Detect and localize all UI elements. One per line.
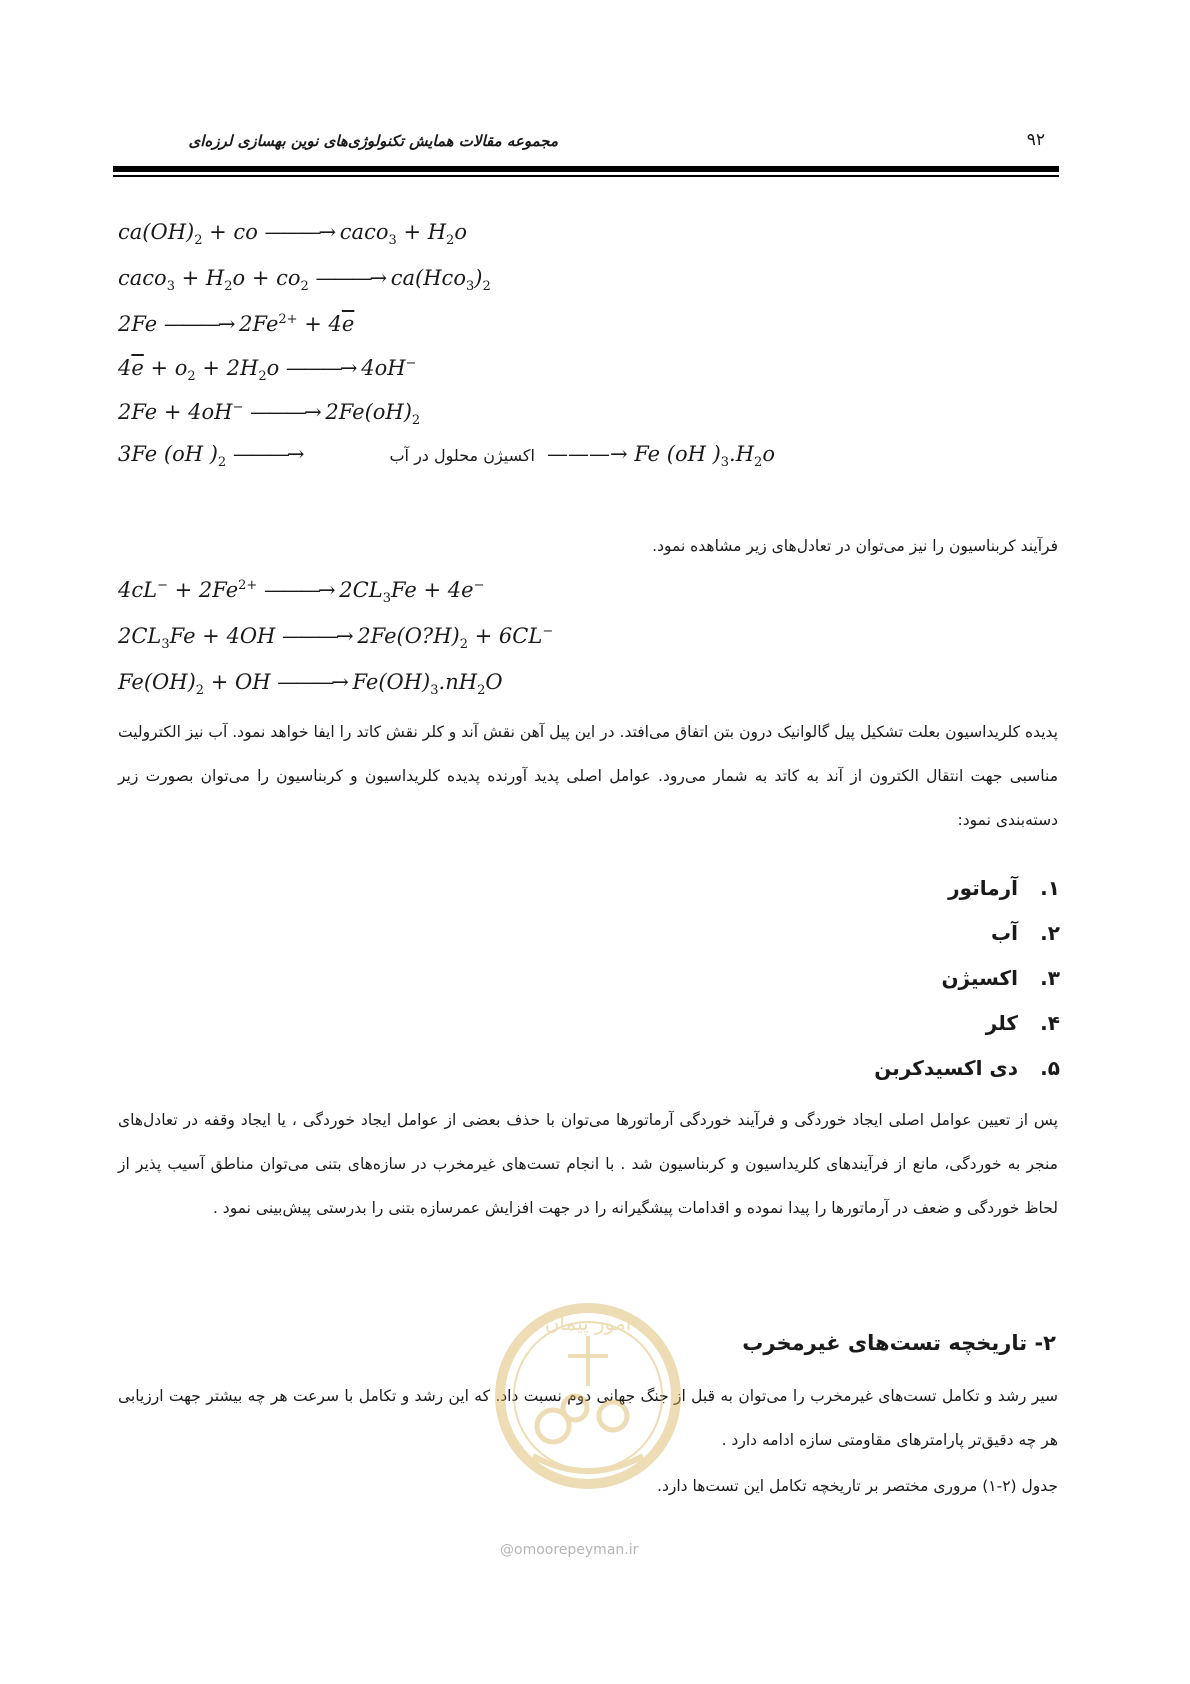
watermark-ring-text: امور پیمان xyxy=(544,1311,632,1335)
header-rule-thick xyxy=(113,166,1059,172)
list-item: ۲.آب xyxy=(991,921,1060,945)
equation-2: caco$_3$ + $H_2o + co_2$ ———→ $ca(Hco_3)_2$ xyxy=(118,266,491,295)
list-item: ۵.دی اکسیدکربن xyxy=(874,1056,1060,1080)
equation-5: 2Fe + 4oH− ———→ $2Fe(oH)_2$ xyxy=(118,400,421,429)
watermark-logo xyxy=(493,1296,683,1506)
section-paragraph-1: سیر رشد و تکامل تست‌های غیرمخرب را می‌توان به قبل از جنگ جهانی دوم نسبت داد. که این رشد و تکامل با سرعت هر چه بیشتر جهت ارزیابی هر چه دقیق‌تر پارامترهای مقاومتی سازه ادامه دارد . xyxy=(118,1387,1058,1449)
list-item: ۴.کلر xyxy=(985,1011,1060,1035)
equation-7: $4cL^- + 2Fe^{2+}$ ———→ $2CL_3Fe + 4e^-$ xyxy=(118,578,485,607)
equation-8: $2CL_3Fe + 4OH$ ———→ $2Fe(O?H)_2 + 6CL^-$ xyxy=(118,624,554,653)
paragraph-chloride: پدیده کلریداسیون بعلت تشکیل پیل گالوانیک درون بتن اتفاق می‌افتد. در این پیل آهن نقش آند و کلر نقش کاتد را ایفا خواهد نمود. آب نیز الکترولیت مناسبی جهت انتقال الکترون از آند به کاتد به شمار می‌رود. عوامل اصلی پدید آورنده پدیده کلریداسیون و کربناسیون را می‌توان بصورت زیر دسته‌بندی نمود: xyxy=(118,723,1058,829)
equation-4: $4\overline{e} + o_2 + 2H_2o$ ———→ 4oH− xyxy=(118,356,417,385)
equation-6-label: اکسیژن محلول در آب xyxy=(389,446,535,465)
header-title: مجموعه مقالات همایش تکنولوژی‌های نوین بهسازی لرزه‌ای xyxy=(188,132,558,150)
page-number: ۹۲ xyxy=(1026,130,1045,150)
list-item: ۱.آرماتور xyxy=(948,876,1060,900)
header-rule-thin xyxy=(113,175,1059,177)
equation-6: 3Fe (oH )$_2$ ———→ اکسیژن محلول در آب ———→ Fe (oH )$_3.H_2o$ xyxy=(118,442,775,471)
equation-3: 2Fe ———→ $2Fe^{2+} + 4\overline{e}$ xyxy=(118,312,355,336)
paragraph-after-list: پس از تعیین عوامل اصلی ایجاد خوردگی و فرآیند خوردگی آرماتورها می‌توان با حذف بعضی از عوامل ایجاد خوردگی ، یا ایجاد وقفه در تعادل‌های منجر به خوردگی، مانع از فرآیندهای کلریداسیون و کربناسیون شد . با انجام تست‌های غیرمخرب در سازه‌های بتنی می‌توان مناطق آسیب پذیر از لحاظ خوردگی و ضعف در آرماتورها را پیدا نموده و اقدامات پیشگیرانه را در جهت افزایش عمرسازه بتنی را بدرستی پیش‌بینی نمود . xyxy=(118,1111,1058,1217)
equation-9: $Fe(OH)_2$ + OH ———→ $Fe(OH)_3.nH_2O$ xyxy=(118,670,503,699)
section-paragraph-2: جدول (۲-۱) مروری مختصر بر تاریخچه تکامل این تست‌ها دارد. xyxy=(657,1477,1058,1495)
paragraph-intro: فرآیند کربناسیون را نیز می‌توان در تعادل‌های زیر مشاهده نمود. xyxy=(652,537,1058,555)
list-item: ۳.اکسیژن xyxy=(941,966,1060,990)
section-heading: ۲- تاریخچه تست‌های غیرمخرب xyxy=(742,1331,1056,1355)
equation-1: $ca(OH)_2$ + co ———→ caco$_3$ + $H_2o$ xyxy=(118,220,467,249)
watermark-url: @omoorepeyman.ir xyxy=(500,1542,639,1558)
factors-list xyxy=(874,866,1060,1091)
